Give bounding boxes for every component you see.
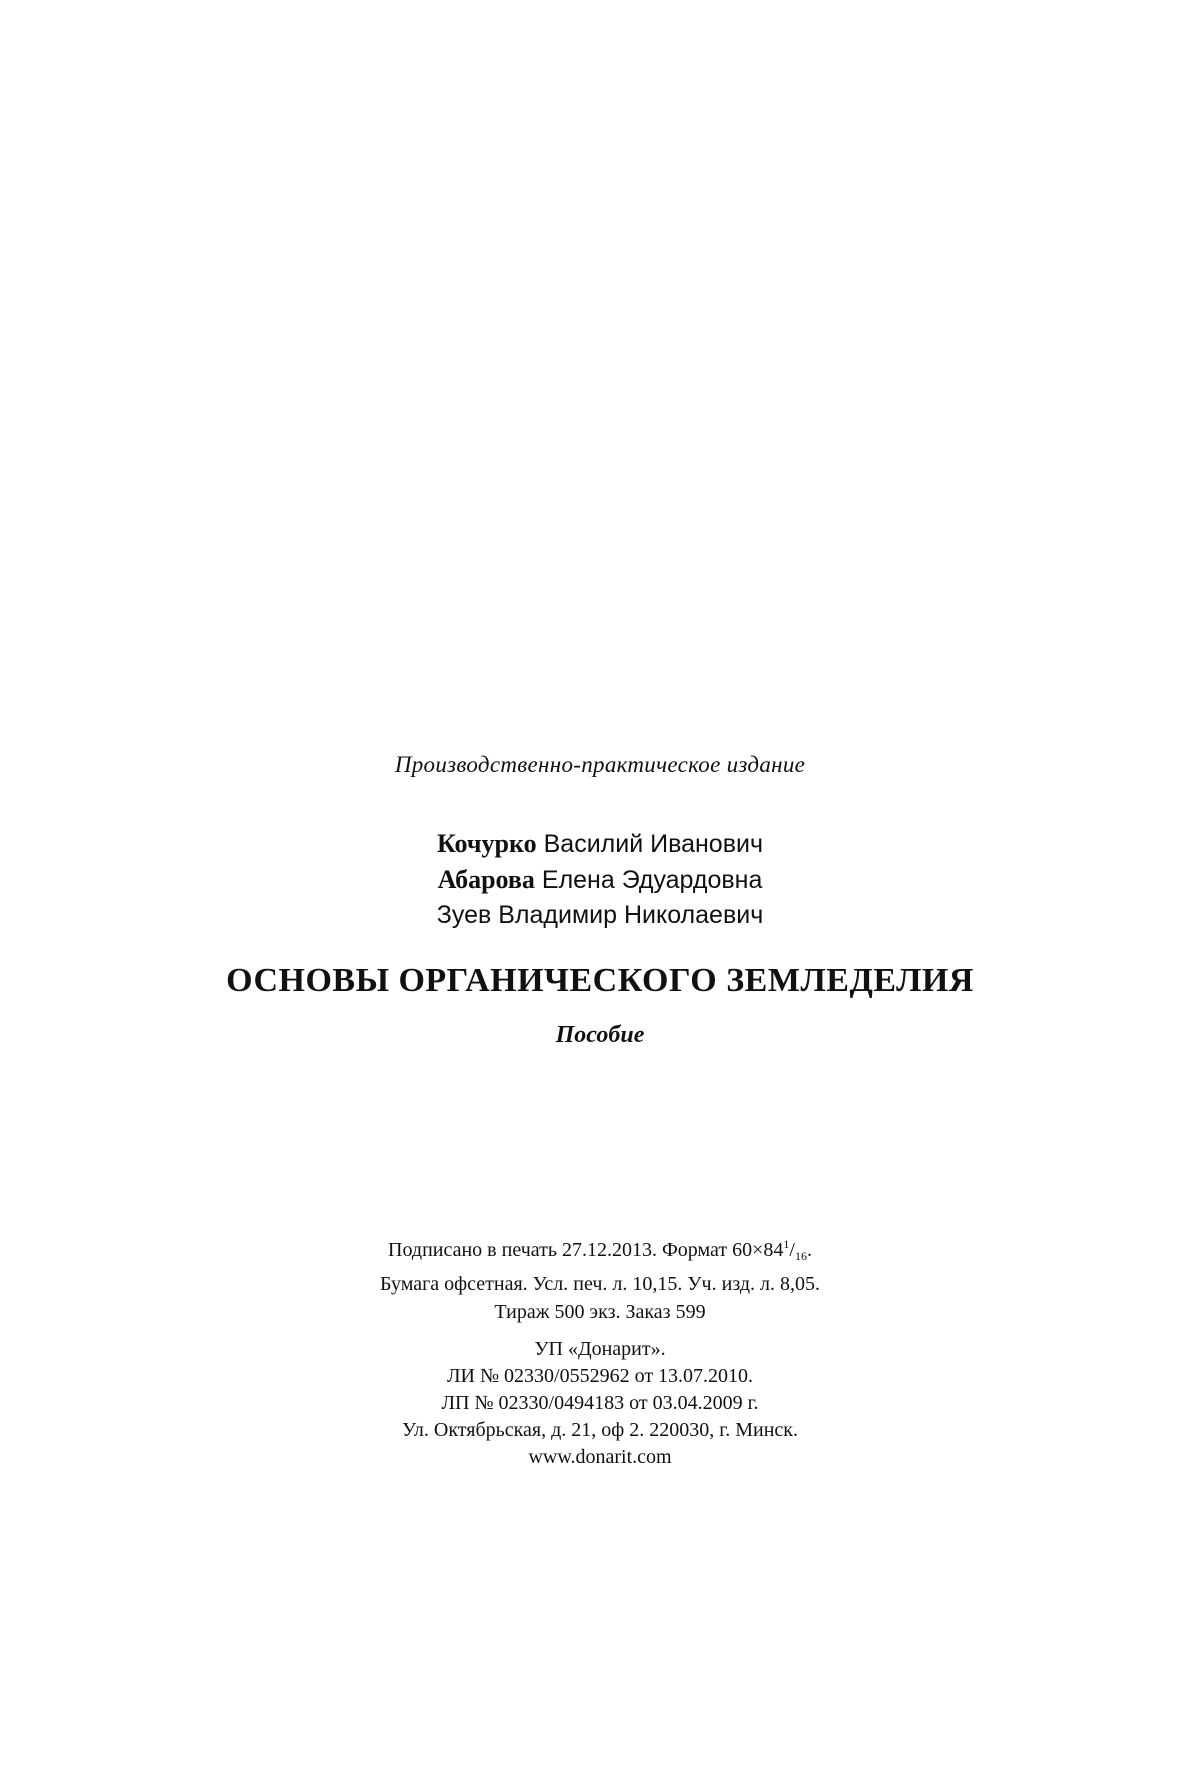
publisher-license-1: ЛИ № 02330/0552962 от 13.07.2010.: [446, 1365, 754, 1387]
imprint-paper-line: Бумага офсетная. Усл. печ. л. 10,15. Уч. изд. л. 8,05.: [379, 1273, 821, 1295]
format-fraction-numerator: 1: [783, 1237, 790, 1251]
author-given-name: Владимир Николаевич: [498, 901, 764, 929]
authors-list: [0, 826, 1200, 933]
imprint-signed-suffix: .: [806, 1239, 812, 1261]
book-subtitle: Пособие: [555, 1022, 645, 1048]
author-line: [0, 898, 1200, 933]
author-line: [0, 826, 1200, 862]
author-given-name: Елена Эдуардовна: [541, 866, 763, 894]
imprint-block: [0, 1230, 1200, 1326]
publisher-block: [0, 1336, 1200, 1471]
author-line: [0, 862, 1200, 898]
author-surname: Зуев: [436, 901, 492, 929]
publisher-license-2: ЛП № 02330/0494183 от 03.04.2009 г.: [441, 1392, 759, 1414]
publisher-name: УП «Донарит».: [534, 1338, 666, 1360]
imprint-signed-text: Подписано в печать 27.12.2013. Формат 60×84: [388, 1239, 784, 1261]
publisher-website: www.donarit.com: [528, 1446, 672, 1468]
format-fraction-denominator: 16: [794, 1249, 807, 1263]
imprint-signed-line: Подписано в печать 27.12.2013. Формат $60\times 84^1/_{16}$.: [388, 1237, 812, 1263]
imprint-print-run-line: Тираж 500 экз. Заказ 599: [494, 1301, 706, 1323]
publisher-address: Ул. Октябрьская, д. 21, оф 2. 220030, г. Минск.: [402, 1419, 798, 1441]
author-surname: Кочурко: [437, 829, 537, 858]
author-given-name: Василий Иванович: [543, 830, 763, 858]
edition-type: Производственно-практическое издание: [394, 752, 806, 777]
author-surname: Абарова: [437, 865, 535, 894]
book-title: ОСНОВЫ ОРГАНИЧЕСКОГО ЗЕМЛЕДЕЛИЯ: [226, 962, 974, 999]
